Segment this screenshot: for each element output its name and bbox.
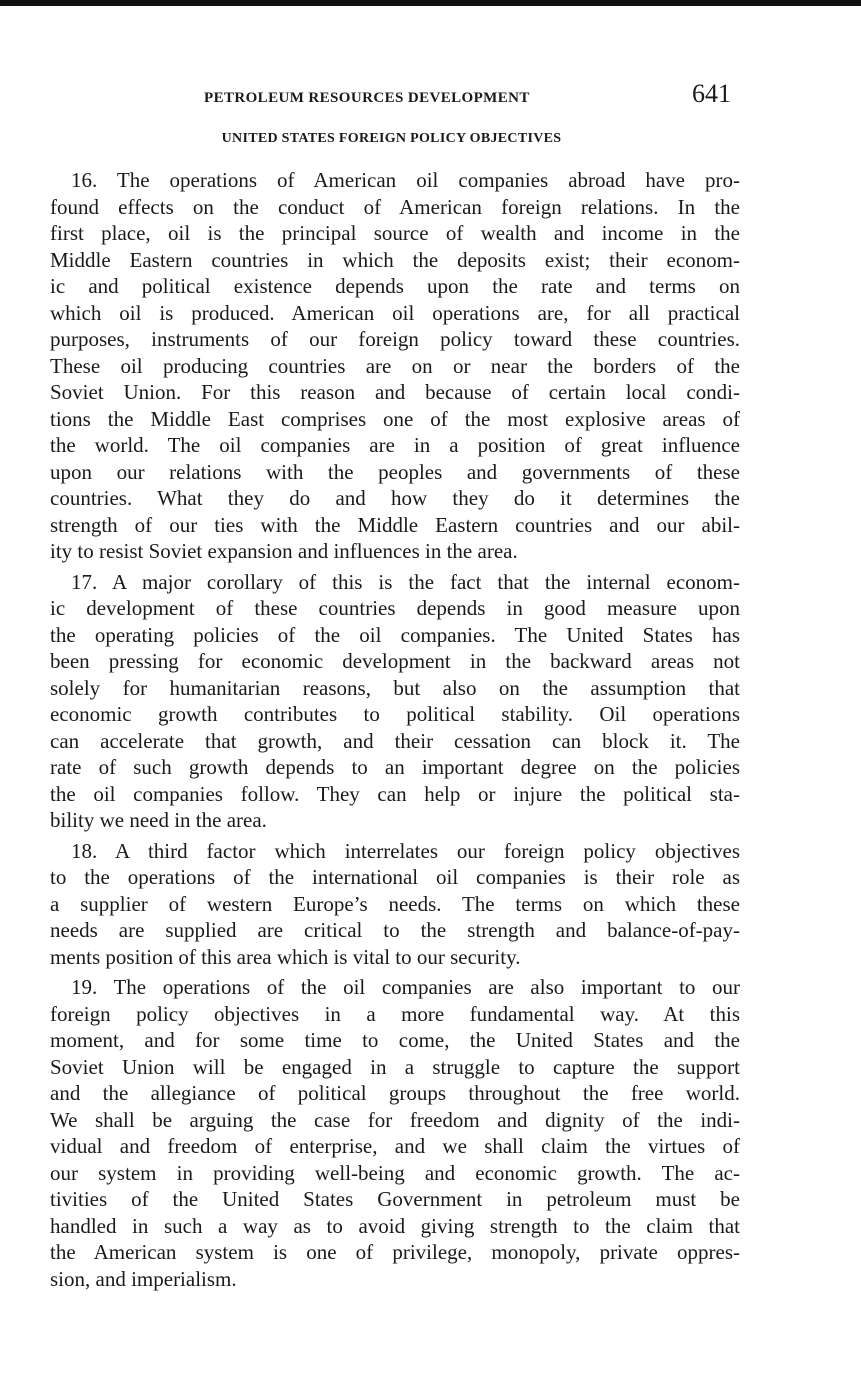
- paragraph-line: handled in such a way as to avoid giving strength to the claim that: [50, 1213, 740, 1238]
- paragraph-line: vidual and freedom of enterprise, and we shall claim the virtues of: [50, 1134, 740, 1158]
- paragraph-line: These oil producing countries are on or near the borders of the: [50, 353, 740, 378]
- paragraph-line: bility we need in the area.: [50, 808, 267, 832]
- paragraph-line: tivities of the United States Government in petroleum must be: [50, 1187, 740, 1211]
- paragraph-line: 16. The operations of American oil companies abroad have pro-: [71, 168, 740, 192]
- paragraph-line: which oil is produced. American oil operations are, for all practical: [50, 300, 740, 325]
- paragraph-line: rate of such growth depends to an important degree on the policies: [50, 755, 740, 779]
- paragraph-line: 17. A major corollary of this is the fact that the internal econom-: [71, 569, 740, 594]
- paragraph-16: [50, 167, 740, 565]
- paragraph-line: found effects on the conduct of American foreign relations. In the: [50, 194, 740, 219]
- paragraph-line: countries. What they do and how they do it determines the: [50, 486, 740, 510]
- paragraph-line: Soviet Union. For this reason and because of certain local condi-: [50, 380, 740, 404]
- paragraph-line: ments position of this area which is vital to our security.: [50, 944, 521, 969]
- paragraph-line: We shall be arguing the case for freedom and dignity of the indi-: [50, 1107, 740, 1132]
- paragraph-line: Soviet Union will be engaged in a struggle to capture the support: [50, 1054, 740, 1079]
- paragraph-line: needs are supplied are critical to the strength and balance-of-pay-: [50, 918, 740, 942]
- body-text: [50, 167, 740, 1296]
- paragraph-19: [50, 974, 740, 1292]
- paragraph-line: upon our relations with the peoples and governments of these: [50, 459, 740, 484]
- running-title: PETROLEUM RESOURCES DEVELOPMENT: [204, 90, 530, 106]
- paragraph-line: sion, and imperialism.: [50, 1266, 237, 1291]
- paragraph-line: solely for humanitarian reasons, but also on the assumption that: [50, 675, 740, 700]
- paragraph-line: economic growth contributes to political stability. Oil operations: [50, 702, 740, 726]
- paragraph-line: first place, oil is the principal source of wealth and income in the: [50, 221, 740, 245]
- paragraph-line: our system in providing well-being and economic growth. The ac-: [50, 1160, 740, 1185]
- paragraph-line: the American system is one of privilege, monopoly, private oppres-: [50, 1240, 740, 1264]
- paragraph-line: foreign policy objectives in a more fundamental way. At this: [50, 1001, 740, 1026]
- paragraph-line: 18. A third factor which interrelates our foreign policy objectives: [71, 838, 740, 863]
- paragraph-line: purposes, instruments of our foreign policy toward these countries.: [50, 327, 740, 351]
- paragraph-line: 19. The operations of the oil companies are also important to our: [71, 975, 740, 999]
- section-heading: UNITED STATES FOREIGN POLICY OBJECTIVES: [221, 131, 562, 146]
- paragraph-line: a supplier of western Europe’s needs. The terms on which these: [50, 891, 740, 916]
- running-head: [0, 79, 861, 116]
- paragraph-line: tions the Middle East comprises one of the most explosive areas of: [50, 406, 740, 431]
- paragraph-line: to the operations of the international oil companies is their role as: [50, 865, 740, 889]
- paragraph-line: ic development of these countries depends in good measure upon: [50, 596, 740, 620]
- paragraph-line: Middle Eastern countries in which the deposits exist; their econom-: [50, 247, 740, 272]
- paragraph-18: [50, 838, 740, 971]
- paragraph-17: [50, 569, 740, 834]
- page-number: 641: [692, 79, 731, 108]
- paragraph-line: ity to resist Soviet expansion and influences in the area.: [50, 539, 518, 563]
- paragraph-line: strength of our ties with the Middle Eastern countries and our abil-: [50, 512, 740, 537]
- paragraph-line: can accelerate that growth, and their cessation can block it. The: [50, 728, 740, 753]
- paragraph-line: ic and political existence depends upon the rate and terms on: [50, 274, 740, 298]
- paragraph-line: moment, and for some time to come, the United States and the: [50, 1028, 740, 1052]
- paragraph-line: been pressing for economic development in the backward areas not: [50, 649, 740, 673]
- paragraph-line: the operating policies of the oil companies. The United States has: [50, 622, 740, 647]
- paragraph-line: the oil companies follow. They can help or injure the political sta-: [50, 781, 740, 806]
- top-edge-rule: [0, 0, 861, 6]
- paragraph-line: the world. The oil companies are in a position of great influence: [50, 433, 740, 457]
- paragraph-line: and the allegiance of political groups throughout the free world.: [50, 1081, 740, 1105]
